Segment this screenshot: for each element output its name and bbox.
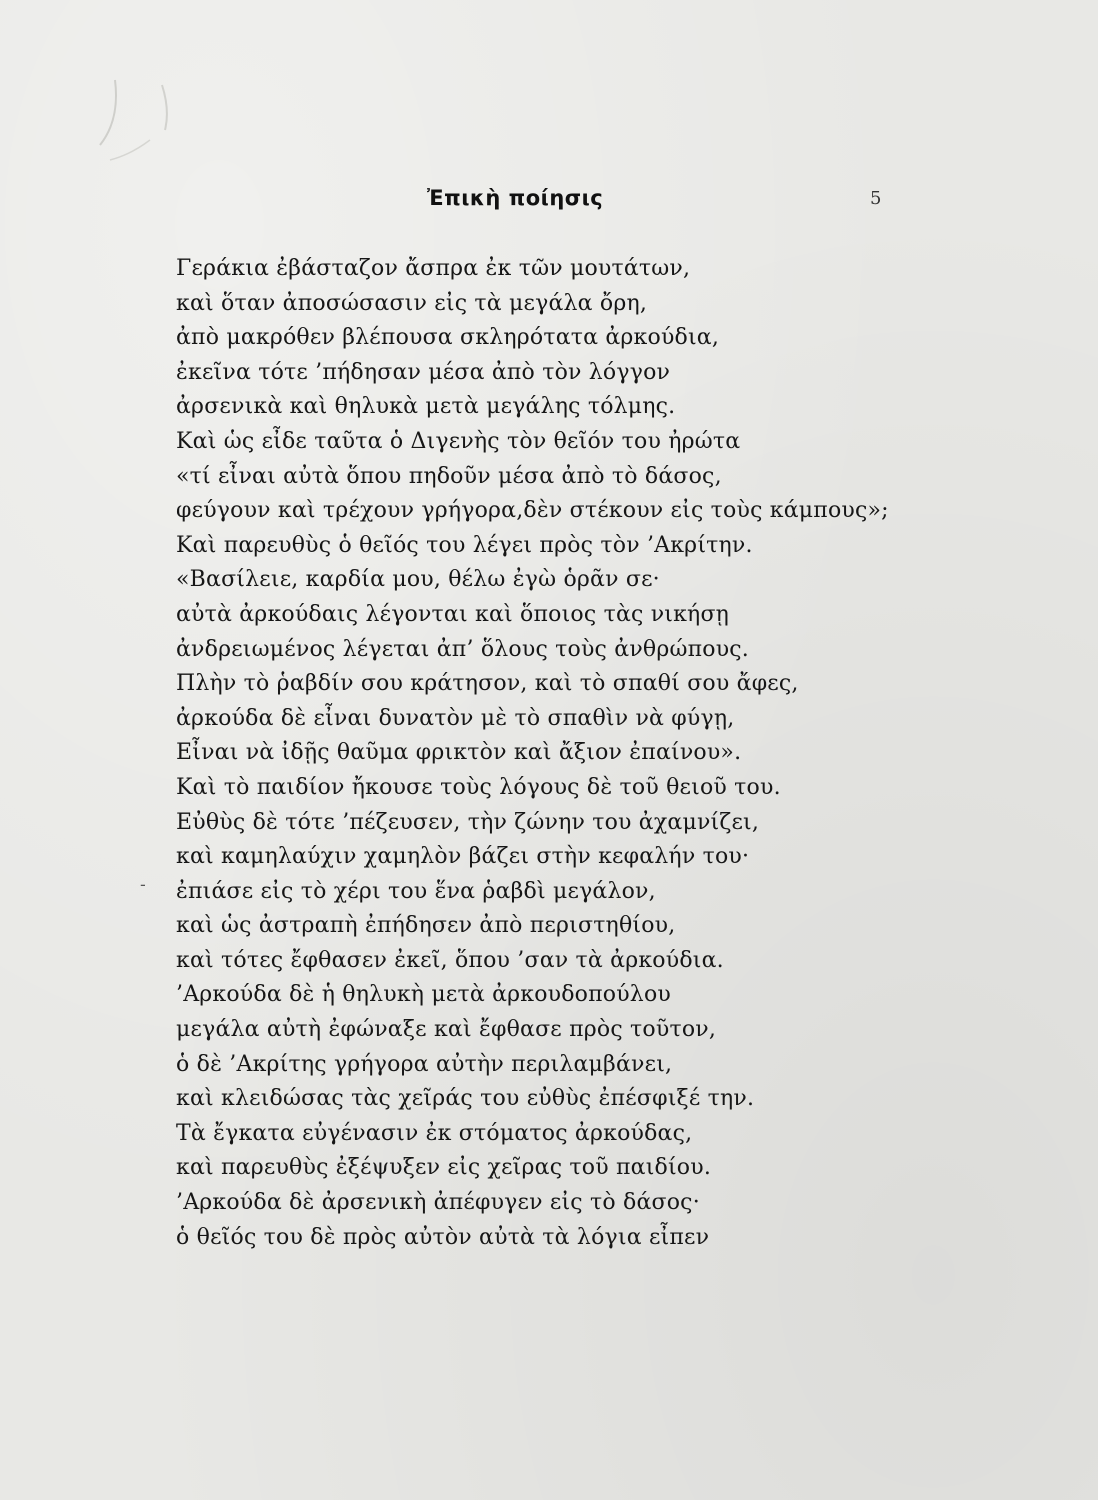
verse-line: ’Αρκούδα δὲ ἡ θηλυκὴ μετὰ ἀρκουδοπούλου [176,982,671,1008]
verse-line: Καὶ ὡς εἶδε ταῦτα ὁ Διγενὴς τὸν θεῖόν του ἠρώτα [176,428,741,454]
verse-line: Καὶ τὸ παιδίον ἤκουσε τοὺς λόγους δὲ τοῦ θειοῦ του. [176,774,781,800]
verse-line: Τὰ ἔγκατα εὐγένασιν ἐκ στόματος ἀρκούδας, [176,1120,693,1146]
verse-line: ’Αρκούδα δὲ ἀρσενικὴ ἀπέφυγεν εἰς τὸ δάσος· [176,1190,700,1216]
verse-line: ἀπὸ μακρόθεν βλέπουσα σκληρότατα ἀρκούδια, [176,325,720,351]
verse-line: Γεράκια ἐβάσταζον ἄσπρα ἐκ τῶν μουτάτων, [176,256,691,281]
margin-dash: - [140,875,146,894]
verse-line: ὁ θεῖός του δὲ πρὸς αὐτὸν αὐτὰ τὰ λόγια εἶπεν [176,1224,710,1250]
verse-line: Εὐθὺς δὲ τότε ’πέζευσεν, τὴν ζώνην του ἀχαμνίζει, [176,809,760,835]
verse-line: ἀνδρειωμένος λέγεται ἀπ’ ὅλους τοὺς ἀνθρώπους. [176,636,750,662]
verse-line: «τί εἶναι αὐτὰ ὅπου πηδοῦν μέσα ἀπὸ τὸ δάσος, [176,463,722,489]
pencil-marks [70,60,230,170]
verse-line: «Βασίλειε, καρδία μου, θέλω ἐγὼ ὁρᾶν σε· [176,567,660,593]
verse-line: καὶ καμηλαύχιν χαμηλὸν βάζει στὴν κεφαλήν του· [176,844,750,870]
verse-line: Πλὴν τὸ ῥαβδίν σου κράτησον, καὶ τὸ σπαθί σου ἄφες, [176,671,799,697]
page-number: 5 [870,188,882,209]
verse-line: μεγάλα αὐτὴ ἐφώναξε καὶ ἔφθασε πρὸς τοῦτον, [176,1017,717,1043]
verse-line: Καὶ παρευθὺς ὁ θεῖός του λέγει πρὸς τὸν ’Ακρίτην. [176,532,753,558]
verse-line: Εἶναι νὰ ἰδῇς θαῦμα φρικτὸν καὶ ἄξιον ἐπαίνου». [176,740,742,766]
verse-line: αὐτὰ ἀρκούδαις λέγονται καὶ ὅποιος τὰς νικήσῃ [176,601,730,627]
verse-line: καὶ παρευθὺς ἐξέψυξεν εἰς χεῖρας τοῦ παιδίου. [176,1155,712,1181]
verse-line: ἐπιάσε εἰς τὸ χέρι του ἕνα ῥαβδὶ μεγάλον, [176,878,656,904]
running-header: Ἐπικὴ ποίησις [427,186,604,210]
verse-line: φεύγουν καὶ τρέχουν γρήγορα,δὲν στέκουν εἰς τοὺς κάμπους»; [176,498,889,524]
verse-line: καὶ τότες ἔφθασεν ἐκεῖ, ὅπου ’σαν τὰ ἀρκούδια. [176,947,724,973]
verse-line: ἀρσενικὰ καὶ θηλυκὰ μετὰ μεγάλης τόλμης. [176,394,676,420]
verse-line: ἀρκούδα δὲ εἶναι δυνατὸν μὲ τὸ σπαθὶν νὰ φύγῃ, [176,705,735,731]
verse-line: ὁ δὲ ’Ακρίτης γρήγορα αὐτὴν περιλαμβάνει, [176,1051,673,1077]
verse-line: καὶ ὅταν ἀποσώσασιν εἰς τὰ μεγάλα ὄρη, [176,290,648,316]
poem-text [176,252,936,1255]
verse-line: καὶ κλειδώσας τὰς χεῖράς του εὐθὺς ἐπέσφιξέ την. [176,1086,755,1112]
verse-line: καὶ ὡς ἀστραπὴ ἐπήδησεν ἀπὸ περιστηθίου, [176,913,676,939]
verse-line: ἐκεῖνα τότε ’πήδησαν μέσα ἀπὸ τὸν λόγγον [176,359,671,385]
